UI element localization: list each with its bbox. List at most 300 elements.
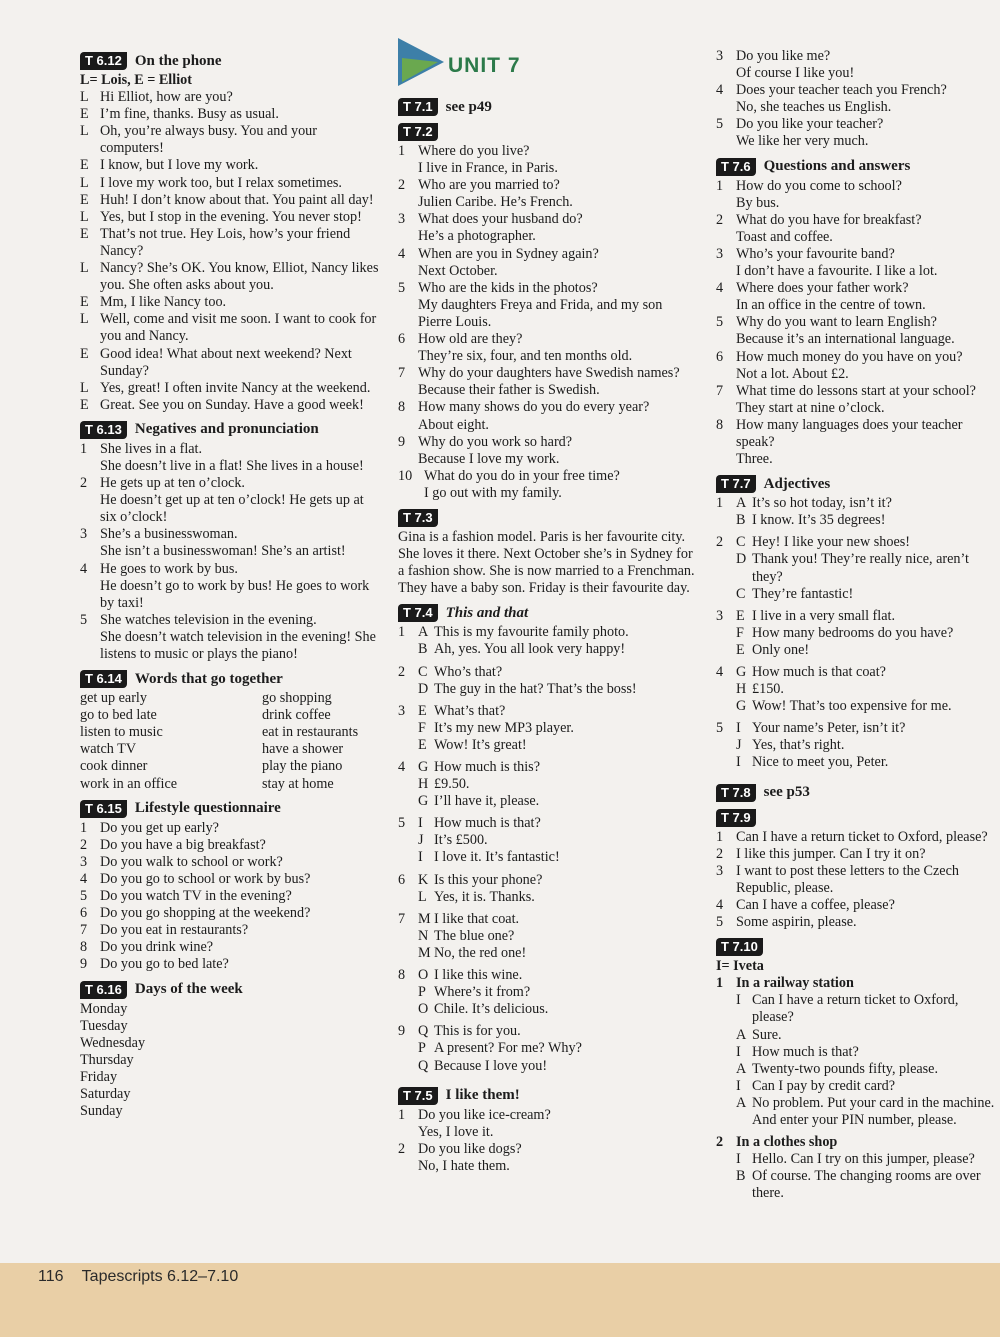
word-left: cook dinner (80, 758, 148, 775)
item-text: Do you go to bed late? (100, 956, 229, 973)
section-title: Negatives and pronunciation (134, 421, 319, 438)
item-text: Can I have a coffee, please? (736, 896, 895, 913)
track-badge: T 7.9 (716, 809, 756, 827)
line-text: Well, come and visit me soon. I want to cook for you and Nancy. (100, 311, 377, 345)
item-body (418, 280, 698, 331)
section-title: Lifestyle questionnaire (134, 800, 281, 817)
day-item: Sunday (80, 1103, 123, 1120)
tapescript-section (80, 981, 380, 1121)
dialog-line (716, 586, 998, 603)
group-number (398, 1058, 418, 1075)
line-text: Hello. Can I try on this jumper, please? (752, 1151, 975, 1168)
item-number: 3 (716, 862, 724, 879)
line-text: Can I have a return ticket to Oxford, please? (752, 992, 959, 1026)
word-right: drink coffee (262, 707, 331, 724)
question: When are you in Sydney again? (418, 245, 599, 262)
speaker: Q (418, 1023, 429, 1040)
dialog-line (716, 495, 998, 512)
item-number: 8 (80, 939, 88, 956)
word-pair-row (80, 758, 380, 775)
speaker: D (418, 680, 429, 697)
item-number: 1 (716, 177, 724, 194)
numbered-item (80, 561, 380, 612)
speaker: E (418, 702, 427, 719)
speaker: M (418, 944, 431, 961)
item-body (418, 177, 698, 211)
dialog-line (398, 1001, 698, 1018)
line-text: They’re fantastic! (752, 585, 854, 602)
section-title: Words that go together (134, 670, 283, 687)
line-text: The blue one? (434, 927, 515, 944)
item-text: He goes to work by bus. (100, 560, 238, 577)
scene-number: 2 (716, 1134, 724, 1151)
column-3 (716, 48, 998, 1214)
item-number: 5 (80, 888, 88, 905)
qa-item (716, 349, 998, 383)
line-text: A present? For me? Why? (434, 1040, 582, 1057)
item-number: 2 (80, 475, 88, 492)
section-header (80, 52, 380, 70)
dialog-line (398, 681, 698, 698)
item-body (736, 914, 998, 931)
line-text: How much is that coat? (752, 664, 886, 680)
dialog-line (716, 664, 998, 681)
item-text: Do you walk to school or work? (100, 853, 283, 870)
dialog-line (398, 889, 698, 906)
dialog-line (716, 1044, 998, 1061)
dialog-line (398, 737, 698, 754)
dialog-line (398, 984, 698, 1001)
item-body (418, 211, 698, 245)
item-body (100, 939, 380, 956)
speaker: G (418, 759, 429, 775)
speaker: L (80, 311, 89, 328)
dialog-line (398, 967, 698, 984)
speaker: E (80, 191, 89, 208)
answer: They start at nine o’clock. (736, 399, 885, 416)
dialog-line (398, 759, 698, 776)
qa-item (398, 434, 698, 468)
item-body (736, 246, 998, 280)
numbered-item (80, 871, 380, 888)
item-number: 4 (716, 896, 724, 913)
track-badge: T 7.3 (398, 509, 438, 527)
group-number (398, 1040, 418, 1057)
speaker-key: I= Iveta (716, 958, 764, 975)
dialog-line (398, 945, 698, 962)
line-text: No, the red one! (434, 944, 527, 961)
item-text: Some aspirin, please. (736, 914, 857, 931)
dialog-line (80, 209, 380, 226)
dialog-line (80, 311, 380, 345)
answer: My daughters Freya and Frida, and my son Pierre Louis. (418, 296, 663, 330)
speaker: A (736, 1094, 747, 1111)
item-body (736, 897, 998, 914)
tapescript-section (716, 938, 998, 1207)
item-body (100, 905, 380, 922)
line-text: Is this your phone? (434, 871, 543, 888)
unit-title: UNIT 7 (448, 54, 521, 77)
word-right: play the piano (262, 758, 343, 775)
dialog-line (80, 380, 380, 397)
numbered-item (80, 905, 380, 922)
item-text: Can I have a return ticket to Oxford, please? (736, 828, 988, 845)
scene-heading (716, 975, 998, 992)
qa-item (716, 314, 998, 348)
track-badge: T 7.6 (716, 158, 756, 176)
section-header (398, 123, 698, 141)
line-text: Nancy? She’s OK. You know, Elliot, Nancy likes you. She often asks about you. (100, 260, 379, 294)
question: How many languages does your teacher speak? (736, 416, 963, 450)
line-text: I love it. It’s fantastic! (434, 849, 560, 866)
answer: Julien Caribe. He’s French. (418, 194, 573, 211)
speaker: E (80, 106, 89, 123)
section-header (716, 475, 998, 493)
item-number: 1 (716, 828, 724, 845)
line-text: This is for you. (434, 1023, 521, 1040)
dialog-line (716, 1061, 998, 1078)
speaker: E (80, 345, 89, 362)
numbered-item (716, 863, 998, 897)
section-title: Days of the week (134, 981, 243, 997)
item-number: 6 (398, 331, 406, 348)
item-number: 5 (398, 279, 406, 296)
group-number: 2 (398, 663, 406, 680)
line-text: Yes, it is. Thanks. (434, 888, 535, 905)
line-text: Twenty-two pounds fifty, please. (752, 1060, 939, 1077)
item-text: She watches television in the evening. (100, 611, 317, 628)
item-body (736, 82, 998, 116)
group-number: 1 (398, 624, 406, 641)
section-header (80, 421, 380, 439)
word-right: stay at home (262, 775, 334, 792)
dialog-line (398, 641, 698, 658)
line-text: Huh! I don’t know about that. You paint all day! (100, 191, 374, 208)
numbered-item (80, 939, 380, 956)
word-pair-row (80, 741, 380, 758)
qa-item (716, 246, 998, 280)
speaker: B (736, 512, 746, 529)
dialog-line (80, 397, 380, 414)
dialog-line (716, 534, 998, 551)
track-badge: T 7.10 (716, 938, 763, 956)
dialog-line (80, 192, 380, 209)
group-number: 3 (398, 702, 406, 719)
dialog-line (716, 1027, 998, 1044)
item-text: Do you have a big breakfast? (100, 836, 266, 853)
column-2 (398, 48, 698, 1182)
section-header (716, 809, 998, 827)
section-header (398, 1087, 698, 1105)
line-text: Only one! (752, 641, 810, 658)
track-badge: T 7.5 (398, 1087, 438, 1105)
item-body (100, 854, 380, 871)
scene-title: In a railway station (736, 975, 854, 992)
item-number: 2 (716, 845, 724, 862)
speaker: I (736, 1151, 741, 1168)
line-text: Yes, but I stop in the evening. You never stop! (100, 208, 362, 225)
item-correction: She doesn’t live in a flat! She lives in a house! (100, 457, 364, 474)
group-number: 3 (716, 607, 724, 624)
speaker: B (736, 1168, 746, 1185)
item-body (736, 116, 998, 150)
group-number (716, 737, 736, 754)
item-body (736, 383, 998, 417)
item-body (736, 314, 998, 348)
tapescript-section (80, 800, 380, 974)
item-text: Do you eat in restaurants? (100, 922, 249, 939)
group-number (398, 793, 418, 810)
qa-item (716, 116, 998, 150)
group-number: 5 (716, 720, 724, 737)
item-number: 5 (716, 116, 724, 133)
section-title: Adjectives (763, 475, 831, 492)
dialog-line (80, 157, 380, 174)
speaker: G (736, 698, 747, 715)
item-number: 7 (80, 922, 88, 939)
word-left: get up early (80, 690, 147, 707)
answer: Yes, I love it. (418, 1123, 494, 1140)
group-number (716, 586, 736, 603)
line-text: Because I love you! (434, 1057, 548, 1074)
dialog-line (398, 720, 698, 737)
tapescript-section (398, 604, 698, 1079)
answer: Of course I like you! (736, 65, 855, 82)
item-number: 6 (716, 348, 724, 365)
item-body (100, 561, 380, 612)
dialog-line (80, 175, 380, 192)
item-number: 4 (80, 870, 88, 887)
dialog-line (80, 123, 380, 157)
line-text: I’ll have it, please. (434, 793, 540, 810)
question: Why do you want to learn English? (736, 314, 937, 331)
item-number: 5 (716, 314, 724, 331)
dialog-line (398, 703, 698, 720)
question: What do you do in your free time? (424, 467, 620, 484)
question: Why do your daughters have Swedish names? (418, 365, 680, 382)
speaker: H (736, 681, 747, 698)
numbered-item (80, 441, 380, 475)
word-left: watch TV (80, 741, 137, 758)
item-body (418, 246, 698, 280)
item-text: She’s a businesswoman. (100, 526, 238, 543)
day-item: Thursday (80, 1051, 134, 1068)
question: What do you have for breakfast? (736, 211, 922, 228)
numbered-item (80, 475, 380, 526)
question: Who’s your favourite band? (736, 245, 895, 262)
word-pair-row (80, 776, 380, 793)
paragraph: Gina is a fashion model. Paris is her favourite city. She loves it there. Next October she’s in Sydney for a fashion show. She is now married to a Frenchman. They have a baby son. Friday is their favourite day. (398, 528, 695, 597)
tapescript-section (716, 158, 998, 469)
line-text: I like that coat. (434, 910, 520, 927)
speaker: I (418, 815, 423, 832)
speaker: N (418, 927, 429, 944)
answer: Because I love my work. (418, 450, 560, 467)
track-badge: T 7.1 (398, 98, 438, 116)
tapescript-section (716, 48, 998, 151)
group-number (716, 551, 736, 585)
speaker: P (418, 1040, 426, 1057)
question: How much money do you have on you? (736, 348, 963, 365)
tapescript-section (716, 784, 998, 802)
speaker: E (80, 396, 89, 413)
qa-item (398, 246, 698, 280)
item-number: 3 (80, 526, 88, 543)
dialog-line (716, 1078, 998, 1095)
numbered-item (716, 914, 998, 931)
dialog-line (398, 793, 698, 810)
dialog-line (398, 849, 698, 866)
item-text: Do you get up early? (100, 819, 219, 836)
item-number: 2 (716, 211, 724, 228)
speaker: C (736, 534, 746, 551)
item-number: 1 (80, 819, 88, 836)
group-number (716, 754, 736, 771)
group-number (716, 642, 736, 659)
line-text: Hi Elliot, how are you? (100, 89, 233, 106)
speaker: I (736, 754, 741, 771)
unit-header (398, 42, 698, 90)
line-text: Chile. It’s delicious. (434, 1001, 549, 1018)
section-title: This and that (445, 604, 529, 621)
answer: Because it’s an international language. (736, 331, 955, 348)
dialog-line (80, 89, 380, 106)
question: Who are you married to? (418, 177, 560, 194)
line-text: Oh, you’re always busy. You and your computers! (100, 123, 317, 157)
question: Do you like ice-cream? (418, 1106, 551, 1123)
day-item: Tuesday (80, 1017, 128, 1034)
dialog-line (716, 698, 998, 715)
group-number (398, 928, 418, 945)
section-header (80, 670, 380, 688)
item-body (736, 349, 998, 383)
item-number: 10 (398, 467, 413, 484)
dialog-line (80, 106, 380, 123)
dialog-line (716, 608, 998, 625)
section-header (80, 800, 380, 818)
speaker: E (80, 225, 89, 242)
answer: No, I hate them. (418, 1157, 510, 1174)
line-text: I love my work too, but I relax sometimes. (100, 174, 342, 191)
speaker: Q (418, 1057, 429, 1074)
line-text: I know, but I love my work. (100, 157, 259, 174)
item-body (100, 956, 380, 973)
speaker: I (418, 849, 423, 866)
answer: Next October. (418, 262, 498, 279)
item-body (100, 526, 380, 560)
line-text: Hey! I like your new shoes! (752, 534, 910, 551)
dialog-line (398, 776, 698, 793)
section-header (716, 784, 998, 802)
line-text: £9.50. (434, 776, 470, 793)
dialog-line (398, 624, 698, 641)
group-number (398, 889, 418, 906)
question: How do you come to school? (736, 177, 902, 194)
line-text: I know. It’s 35 degrees! (752, 512, 886, 529)
question: What time do lessons start at your school? (736, 382, 976, 399)
track-badge: T 6.12 (80, 52, 127, 70)
line-text: How many bedrooms do you have? (752, 624, 954, 641)
question: Do you like me? (736, 48, 831, 64)
line-text: Sure. (752, 1026, 782, 1043)
speaker: G (736, 664, 747, 680)
item-text: I want to post these letters to the Czech Republic, please. (736, 862, 959, 896)
line-text: Thank you! They’re really nice, aren’t they? (752, 551, 969, 585)
item-text: I like this jumper. Can I try it on? (736, 845, 926, 862)
question: How old are they? (418, 331, 523, 348)
group-number (398, 945, 418, 962)
line-text: How much is this? (434, 759, 541, 775)
qa-item (398, 211, 698, 245)
dialog-line (716, 512, 998, 529)
day-item: Monday (80, 1000, 128, 1017)
group-number (398, 849, 418, 866)
section-header (716, 158, 998, 176)
question: Where do you live? (418, 143, 530, 159)
word-left: listen to music (80, 724, 163, 741)
scene-title: In a clothes shop (736, 1134, 838, 1151)
item-body (100, 871, 380, 888)
tapescript-section (716, 809, 998, 932)
line-text: I like this wine. (434, 967, 523, 984)
qa-item (398, 280, 698, 331)
day-item: Saturday (80, 1085, 131, 1102)
item-number: 9 (80, 956, 88, 973)
line-text: It’s my new MP3 player. (434, 719, 574, 736)
item-number: 2 (398, 1140, 406, 1157)
answer: I don’t have a favourite. I like a lot. (736, 263, 938, 280)
item-body (736, 280, 998, 314)
question: Do you like dogs? (418, 1140, 522, 1157)
item-body (418, 365, 698, 399)
question: Where does your father work? (736, 280, 909, 297)
speaker: F (736, 624, 744, 641)
item-number: 4 (716, 280, 724, 297)
qa-item (716, 48, 998, 82)
qa-item (398, 143, 698, 177)
answer: By bus. (736, 194, 780, 211)
numbered-item (80, 922, 380, 939)
speaker: L (80, 379, 89, 396)
speaker: E (80, 157, 89, 174)
group-number: 2 (716, 534, 724, 551)
line-text: Where’s it from? (434, 984, 531, 1001)
word-right: eat in restaurants (262, 724, 359, 741)
line-text: Who’s that? (434, 663, 503, 680)
track-badge: T 6.16 (80, 981, 127, 999)
speaker: A (736, 495, 747, 512)
speaker: B (418, 641, 428, 658)
group-number: 5 (398, 815, 406, 832)
numbered-item (80, 956, 380, 973)
item-number: 6 (80, 905, 88, 922)
speaker: L (80, 208, 89, 225)
item-body (100, 612, 380, 663)
dialog-line (716, 720, 998, 737)
numbered-item (716, 829, 998, 846)
line-text: How much is that? (434, 815, 541, 832)
item-body (736, 417, 998, 468)
item-body (100, 922, 380, 939)
group-number: 8 (398, 967, 406, 984)
track-badge: T 7.4 (398, 604, 438, 622)
item-number: 4 (716, 82, 724, 99)
group-number (716, 681, 736, 698)
item-text: Do you go shopping at the weekend? (100, 905, 311, 922)
speaker: L (80, 174, 89, 191)
item-number: 5 (716, 914, 724, 931)
speaker: D (736, 551, 747, 568)
